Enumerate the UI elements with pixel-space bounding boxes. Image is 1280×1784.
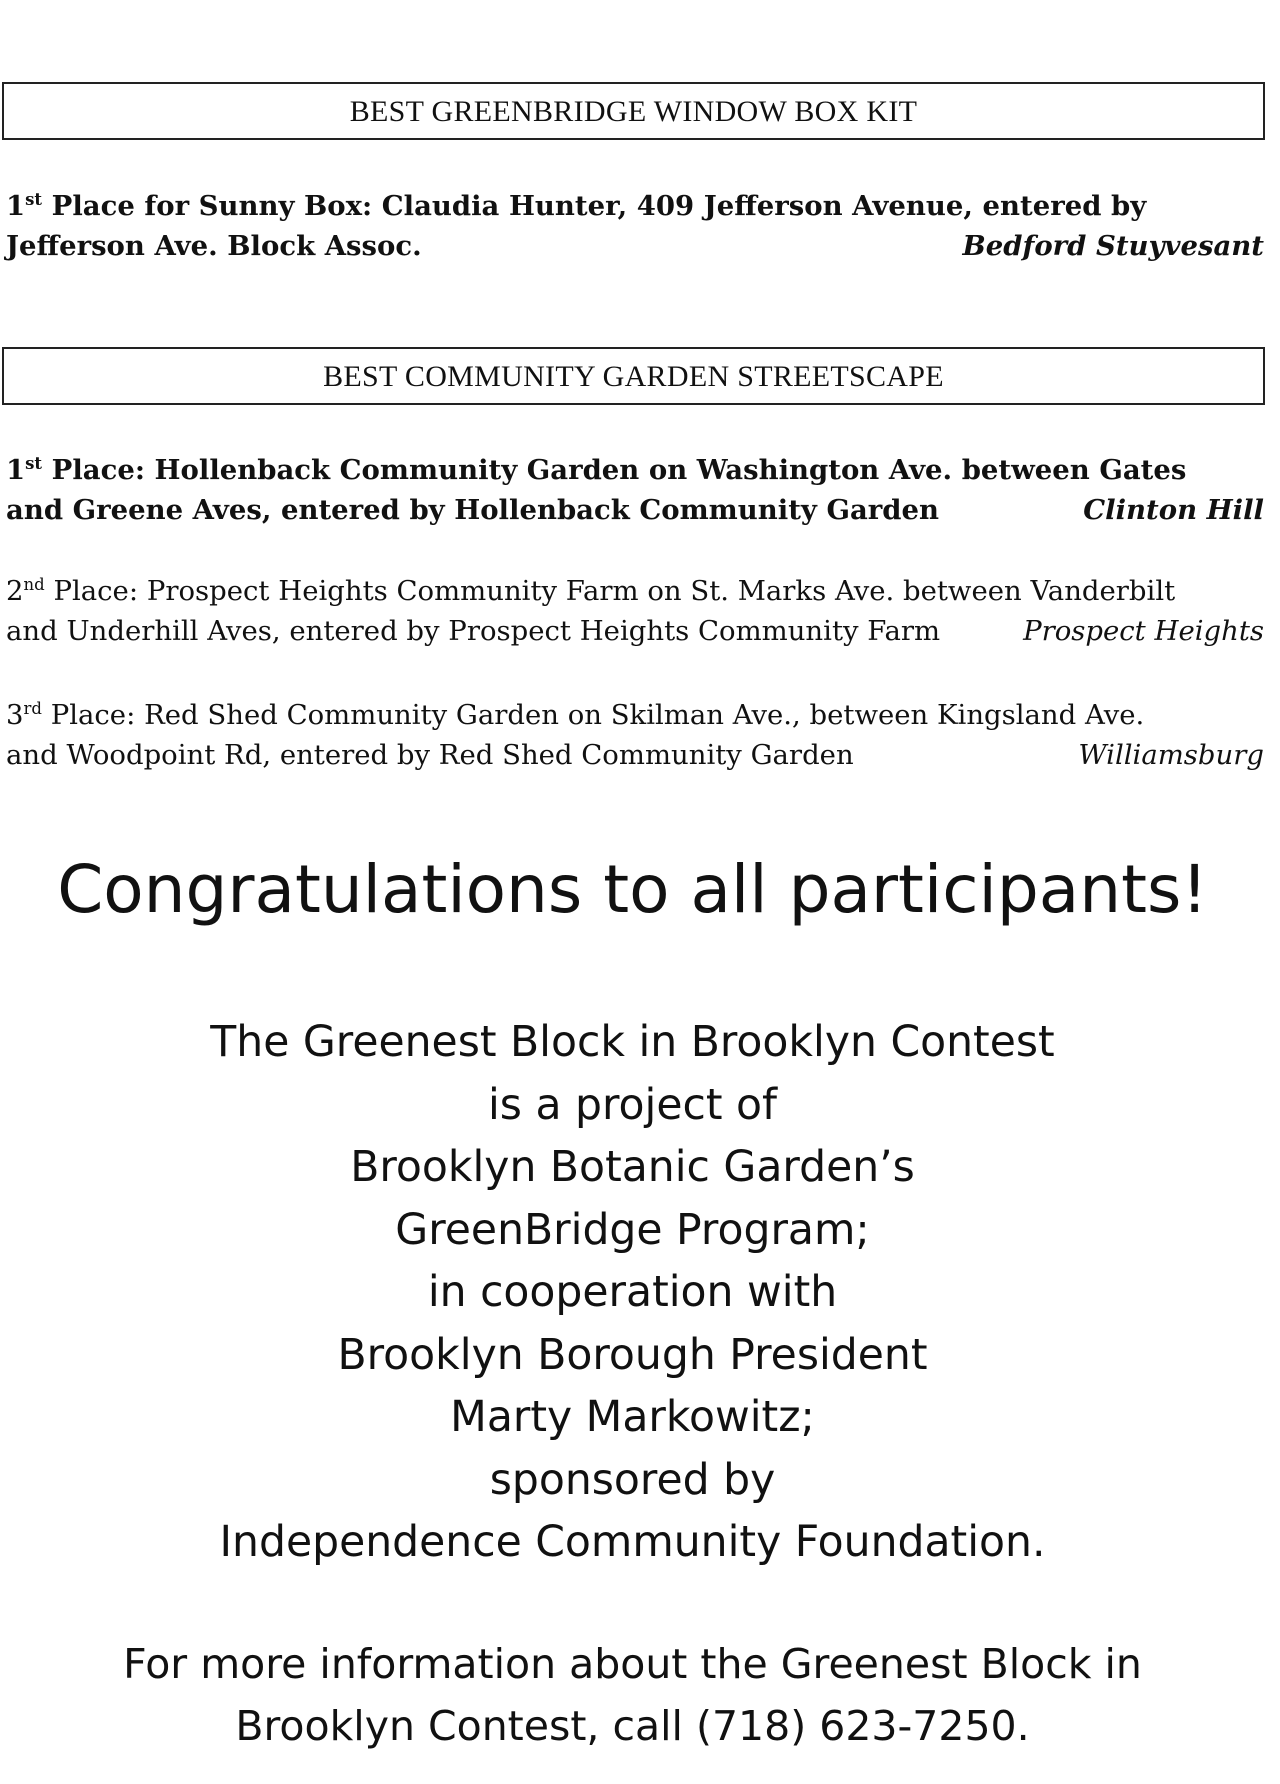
place-number: 1 [6, 190, 26, 222]
place-suffix: st [25, 189, 43, 209]
contact-info [0, 1633, 1265, 1757]
entry-text: Place: Prospect Heights Community Farm on St. Marks Ave. between Vanderbilt [44, 575, 1176, 607]
credits-line: is a project of [488, 1080, 777, 1130]
credits-line: Independence Community Foundation. [219, 1518, 1046, 1567]
credits-line: GreenBridge Program; [395, 1205, 870, 1255]
place-number: 1 [6, 454, 26, 486]
congratulations-heading: Congratulations to all participants! [57, 851, 1208, 928]
place-number: 2 [6, 575, 24, 607]
credits-line: The Greenest Block in Brooklyn Contest [210, 1018, 1055, 1067]
neighborhood-label: Bedford Stuyvesant [962, 230, 1264, 262]
award-entry [6, 571, 1264, 651]
contact-line: Brooklyn Contest, call (718) 623-7250. [235, 1702, 1030, 1750]
credits-line: Brooklyn Botanic Garden’s [350, 1143, 915, 1192]
credits-block [0, 1012, 1265, 1575]
award-entry [6, 695, 1264, 775]
entry-line-2 [6, 611, 1264, 651]
neighborhood-label: Clinton Hill [1083, 494, 1264, 526]
entry-line-1 [6, 571, 1264, 611]
credits-line: sponsored by [489, 1455, 776, 1505]
section-header-window-box: BEST GREENBRIDGE WINDOW BOX KIT [2, 82, 1265, 140]
entry-text: Place for Sunny Box: Claudia Hunter, 409 Jefferson Avenue, entered by [42, 190, 1147, 222]
entry-line-2 [6, 735, 1264, 775]
award-entry [6, 186, 1264, 266]
section-header-community-garden: BEST COMMUNITY GARDEN STREETSCAPE [2, 347, 1265, 405]
place-suffix: rd [23, 698, 42, 718]
entry-line-2 [6, 226, 1264, 266]
credits-line: in cooperation with [427, 1268, 838, 1317]
entry-text: Place: Red Shed Community Garden on Skilman Ave., between Kingsland Ave. [41, 699, 1145, 731]
credits-line: Marty Markowitz; [450, 1393, 815, 1442]
credits-line: Brooklyn Borough President [337, 1330, 928, 1380]
entry-text: and Woodpoint Rd, entered by Red Shed Community Garden [6, 739, 854, 771]
entry-line-1 [6, 186, 1264, 226]
place-suffix: st [25, 453, 43, 473]
entry-text: and Underhill Aves, entered by Prospect Heights Community Farm [6, 615, 941, 647]
entry-line-1 [6, 695, 1264, 735]
award-entry [6, 450, 1264, 530]
contact-line: For more information about the Greenest Block in [123, 1640, 1142, 1688]
neighborhood-label: Williamsburg [1078, 739, 1264, 771]
entry-line-2 [6, 490, 1264, 530]
place-suffix: nd [23, 574, 45, 594]
place-number: 3 [6, 699, 24, 731]
entry-text: Place: Hollenback Community Garden on Washington Ave. between Gates [42, 454, 1187, 486]
entry-text: Jefferson Ave. Block Assoc. [6, 230, 422, 262]
entry-text: and Greene Aves, entered by Hollenback Community Garden [6, 494, 939, 526]
neighborhood-label: Prospect Heights [1023, 615, 1264, 647]
entry-line-1 [6, 450, 1264, 490]
